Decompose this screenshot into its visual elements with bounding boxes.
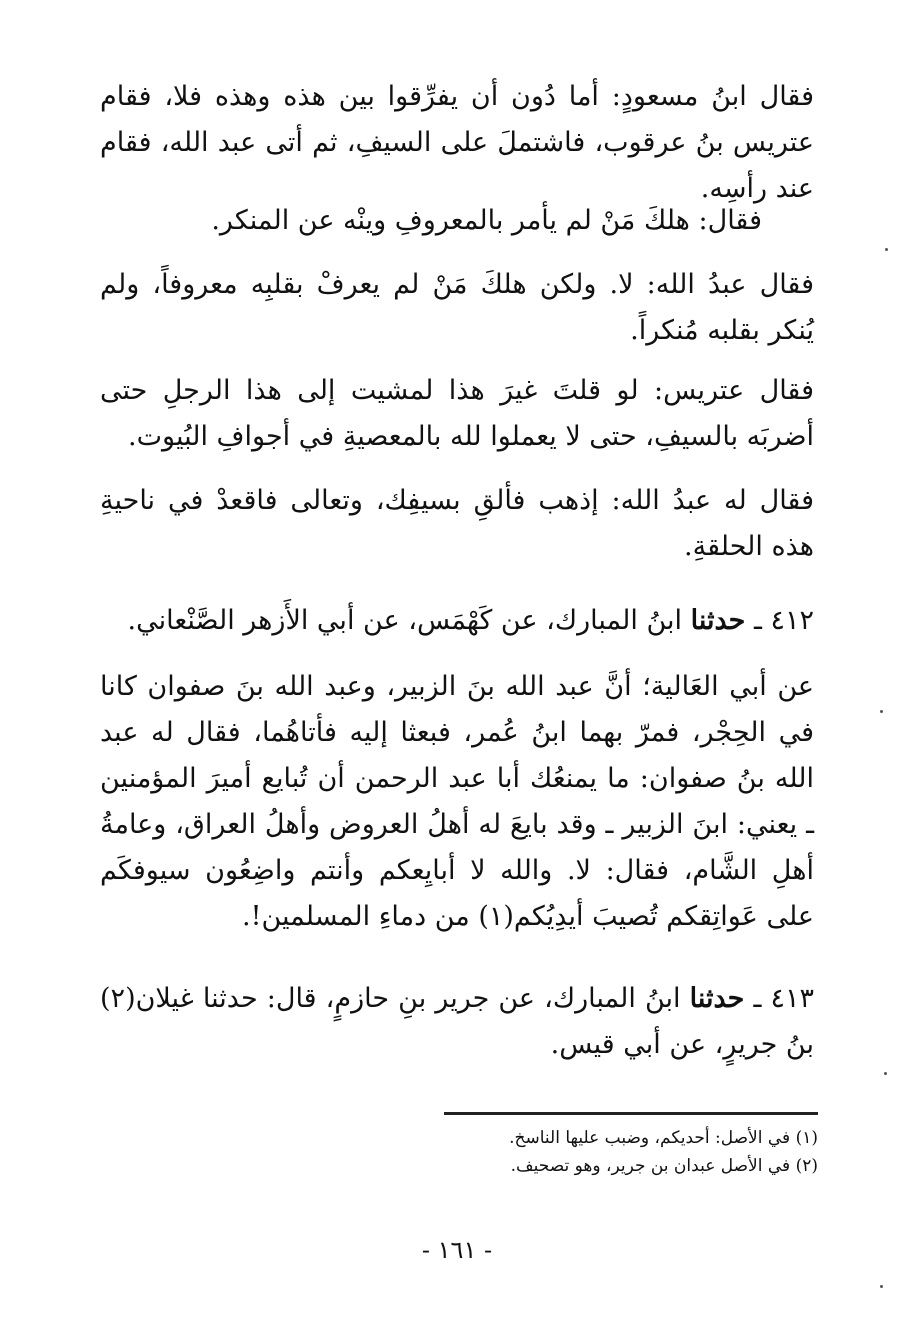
- scan-speck: [885, 248, 888, 251]
- hadith-412-text: عن أبي العَالية؛ أنَّ عبد الله بنَ الزبير، وعبد الله بنَ صفوان كانا في الحِجْر، فمرّ بهما ابنُ عُمر، فبعثا إليه فأتاهُما، فقال له عبد الله بنُ صفوان: ما يمنعُك أبا عبد الرحمن أن تُبايع أميرَ المؤمنين ـ يعني: ابنَ الزبير ـ وقد بايعَ له أهلُ العروض وأهلُ العراق، وعامةُ أهلِ الشَّام، فقال: لا. والله لا أبايِعكم وأنتم واضِعُون سيوفكَم على عَواتِقكم تُصيبَ أيدِيُكم(١) من دماءِ المسلمين!.: [100, 671, 814, 932]
- hadith-412-isnad: [100, 598, 814, 644]
- scan-speck: [880, 710, 883, 713]
- hadith-number: ٤١٢ ـ: [753, 605, 814, 636]
- scan-speck: [884, 1072, 887, 1075]
- hadith-text: ابنُ المبارك، عن جرير بنِ حازمٍ، قال: حدثنا غيلان(٢) بنُ جريرٍ، عن أبي قيس.: [100, 983, 814, 1060]
- hadith-label: حدثنا: [689, 983, 745, 1014]
- footnote-1: (١) في الأصل: أحديكم، وضبب عليها الناسخ.: [509, 1128, 818, 1148]
- page-number: - ١٦١ -: [421, 1236, 493, 1264]
- paragraph-atris-threat: فقال عتريس: لو قلتَ غيرَ هذا لمشيت إلى هذا الرجلِ حتى أضربَه بالسيفِ، حتى لا يعملوا لله بالمعصيةِ في أجوافِ البُيوت.: [100, 375, 814, 452]
- paragraph-abdullah-reply: فقال عبدُ الله: لا. ولكن هلكَ مَنْ لم يعرفْ بقلبِه معروفاً، ولم يُنكر بقلبه مُنكراً.: [100, 269, 814, 346]
- hadith-413: [100, 976, 814, 1068]
- paragraph-atris-says: فقال: هلكَ مَنْ لم يأمر بالمعروفِ وينْه عن المنكر.: [211, 205, 762, 236]
- footnote-separator: [444, 1112, 818, 1115]
- hadith-number: ٤١٣ ـ: [753, 983, 814, 1014]
- hadith-label: حدثنا: [690, 605, 746, 636]
- paragraph-ibn-masud: فقال ابنُ مسعودٍ: أما دُون أن يفرِّقوا بين هذه وهذه فلا، فقام عتريس بنُ عرقوب، فاشتملَ على السيفِ، ثم أتى عبد الله، فقام عند رأسِه.: [100, 81, 814, 204]
- paragraph-abdullah-order: فقال له عبدُ الله: إذهب فألقِ بسيفِك، وتعالى فاقعدْ في ناحيةِ هذه الحلقةِ.: [100, 485, 814, 562]
- hadith-chain: ابنُ المبارك، عن كَهْمَس، عن أبي الأَزهر الصَّنْعاني.: [127, 605, 683, 636]
- scan-speck: [880, 1285, 883, 1288]
- footnote-2: (٢) في الأصل عبدان بن جرير، وهو تصحيف.: [510, 1156, 818, 1176]
